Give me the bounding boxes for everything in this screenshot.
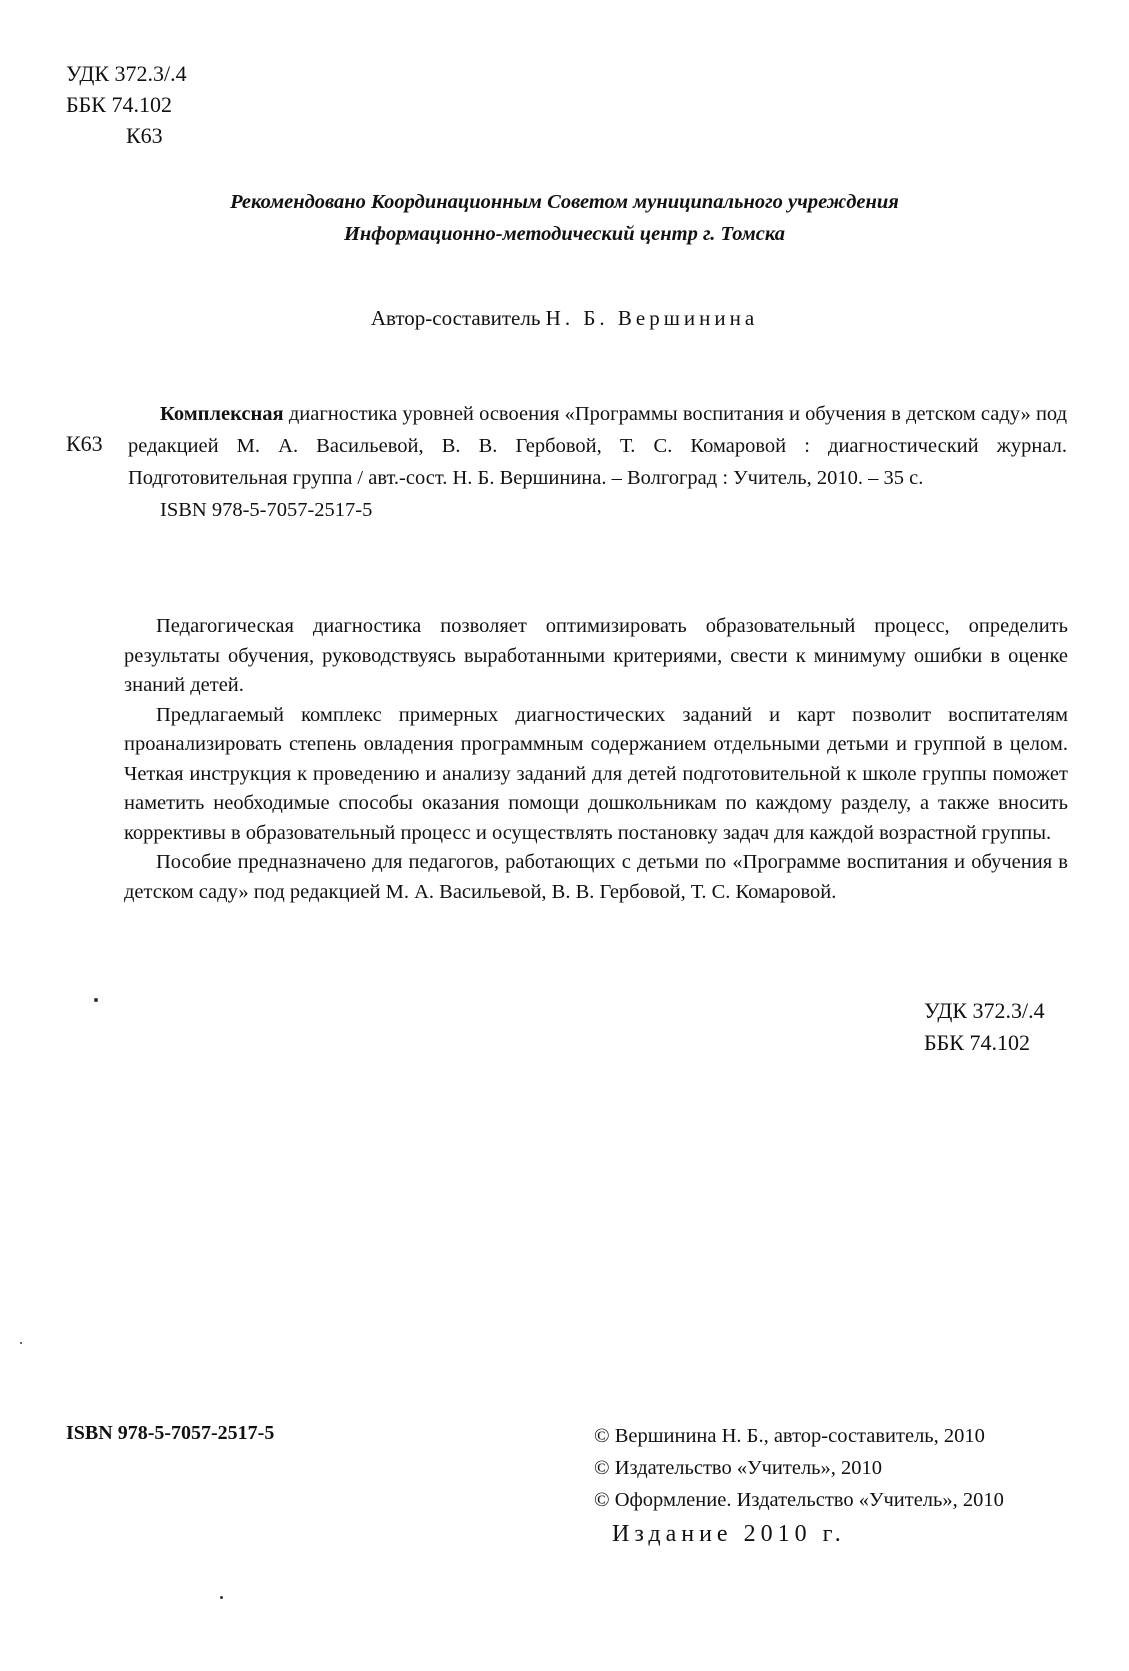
abstract-paragraph-2: Предлагаемый комплекс примерных диагностических заданий и карт позволит воспитателям проанализировать степень овладения программным содержанием отдельными детьми и группой в целом. Четкая инструкция к проведению и анализу заданий для детей подготовительной к школе группы поможет наметить необходимые способы оказания помощи дошкольникам по каждому разделу, а также вносить коррективы в образовательный процесс и осуществлять постановку задач для каждой возрастной группы. — [124, 703, 1068, 844]
edition-line: Издание 2010 г. — [612, 1521, 846, 1547]
classification-codes-top — [66, 58, 187, 151]
bibliographic-record — [128, 398, 1067, 526]
udk-code: УДК 372.3/.4 — [66, 61, 187, 86]
classification-codes-bottom — [924, 995, 1045, 1059]
copyright-design: © Оформление. Издательство «Учитель», 2010 — [594, 1489, 1004, 1511]
isbn-bottom: ISBN 978-5-7057-2517-5 — [66, 1422, 275, 1444]
bibliographic-description — [128, 398, 1067, 494]
scan-speck — [94, 998, 98, 1002]
author-mark: К63 — [126, 123, 163, 148]
bibliographic-title: Комплексная — [160, 403, 284, 425]
bibliographic-isbn: ISBN 978-5-7057-2517-5 — [160, 499, 373, 521]
bibliographic-author-mark: К63 — [66, 431, 103, 456]
copyright-author: © Вершинина Н. Б., автор-составитель, 2010 — [594, 1425, 985, 1447]
recommendation-note — [0, 186, 1129, 250]
abstract-paragraph-3: Пособие предназначено для педагогов, работающих с детьми по «Программе воспитания и обучения в детском саду» под редакцией М. А. Васильевой, В. В. Гербовой, Т. С. Комаровой. — [124, 851, 1068, 903]
bibliographic-text: диагностика уровней освоения «Программы воспитания и обучения в детском саду» под редакцией М. А. Васильевой, В. В. Гербовой, Т. С. Комаровой : диагностический журнал. Подготовительная группа / авт.-сост. Н. Б. Вершинина. – Волгоград : Учитель, 2010. – 35 с. — [128, 403, 1068, 489]
author-name: Н. Б. Вершинина — [545, 306, 759, 330]
udk-code-bottom: УДК 372.3/.4 — [924, 998, 1045, 1023]
recommendation-line-2: Информационно-методический центр г. Томска — [343, 223, 786, 245]
scan-speck — [20, 1342, 22, 1344]
abstract — [124, 612, 1068, 907]
author-label: Автор-составитель — [370, 306, 541, 330]
author-line — [0, 306, 1129, 331]
bbk-code-bottom: ББК 74.102 — [924, 1030, 1030, 1055]
bbk-code: ББК 74.102 — [66, 92, 172, 117]
recommendation-line-1: Рекомендовано Координационным Советом муниципального учреждения — [230, 191, 899, 213]
abstract-paragraph-1: Педагогическая диагностика позволяет оптимизировать образовательный процесс, определить результаты обучения, руководствуясь выработанными критериями, свести к минимуму ошибки в оценке знаний детей. — [124, 615, 1068, 696]
copyright-block — [594, 1420, 1004, 1516]
copyright-publisher: © Издательство «Учитель», 2010 — [594, 1457, 883, 1479]
scan-speck — [220, 1596, 223, 1599]
